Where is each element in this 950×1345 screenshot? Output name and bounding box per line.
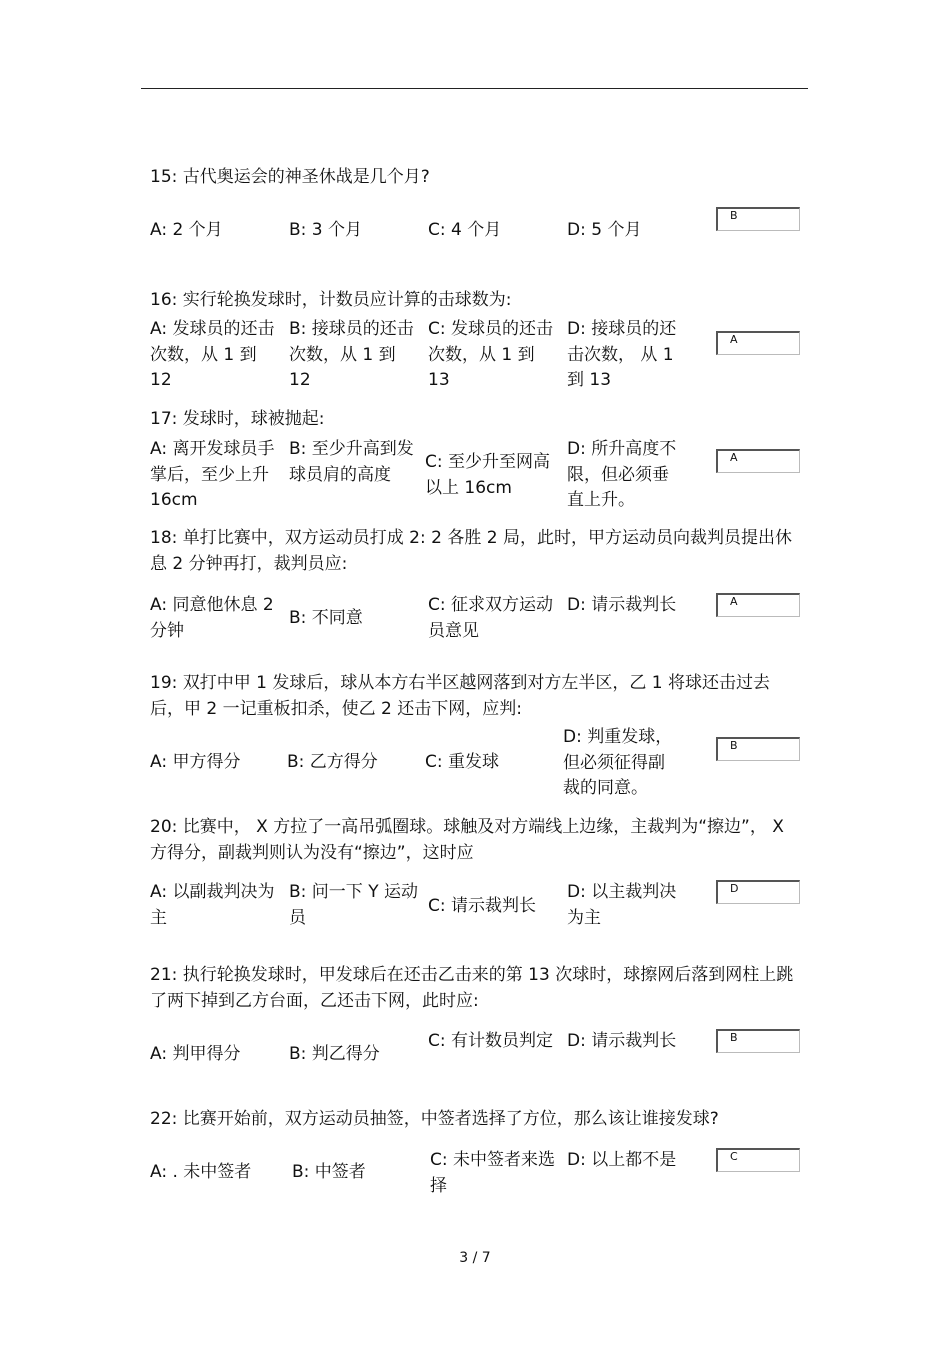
q20-option-a: A: 以副裁判决为主 [150,882,275,928]
q22-answer-field[interactable] [716,1148,800,1172]
q18-option-a: A: 同意他休息 2 分钟 [150,595,274,641]
q22-answer-value: C [730,1150,738,1163]
q18-answer-field[interactable] [716,593,800,617]
q18-answer-value: A [730,595,738,608]
q16-option-a: A: 发球员的还击次数，从 1 到 12 [150,319,275,390]
q15-answer-field[interactable] [716,207,800,231]
q21-option-c: C: 有计数员判定 [428,1031,554,1051]
q21-option-d: D: 请示裁判长 [567,1031,677,1051]
question-19-text: 19: 双打中甲 1 发球后，球从本方右半区越网落到对方左半区，乙 1 将球还击过去后，甲 2 一记重板扣杀，使乙 2 还击下网，应判: [150,673,771,719]
q21-option-a: A: 判甲得分 [150,1044,241,1065]
question-21-text: 21: 执行轮换发球时，甲发球后在还击乙击来的第 13 次球时，球擦网后落到网柱上跳了两下掉到乙方台面，乙还击下网，此时应: [150,965,794,1011]
q19-option-d: D: 判重发球，但必须征得副裁的同意。 [563,727,673,798]
question-17-text: 17: 发球时，球被抛起: [150,409,325,429]
question-15-text: 15: 古代奥运会的神圣休战是几个月? [150,167,430,187]
header-rule [141,88,808,89]
question-16-text: 16: 实行轮换发球时，计数员应计算的击球数为: [150,290,512,310]
q22-option-b: B: 中签者 [292,1162,366,1183]
q20-option-c: C: 请示裁判长 [428,896,537,917]
q19-answer-value: B [730,739,738,752]
q21-option-b: B: 判乙得分 [289,1044,380,1065]
q17-answer-value: A [730,451,738,464]
question-22-text: 22: 比赛开始前，双方运动员抽签，中签者选择了方位，那么该让谁接发球? [150,1109,719,1129]
q20-option-b: B: 问一下 Y 运动员 [289,882,418,928]
q17-answer-field[interactable] [716,449,800,473]
q15-option-d: D: 5 个月 [567,220,642,241]
q16-answer-value: A [730,333,738,346]
q16-option-c: C: 发球员的还击次数，从 1 到 13 [428,319,554,390]
q20-answer-field[interactable] [716,880,800,904]
q16-option-b: B: 接球员的还击次数，从 1 到 12 [289,319,414,390]
q17-option-c: C: 至少升至网高以上 16cm [425,452,551,498]
q21-answer-value: B [730,1031,738,1044]
q18-option-c: C: 征求双方运动员意见 [428,595,554,641]
q15-option-a: A: 2 个月 [150,220,223,241]
q17-option-d: D: 所升高度不限，但必须垂直上升。 [567,439,677,510]
q15-option-b: B: 3 个月 [289,220,363,241]
q15-answer-value: B [730,209,738,222]
question-18-text: 18: 单打比赛中，双方运动员打成 2: 2 各胜 2 局，此时，甲方运动员向裁判员提出休息 2 分钟再打，裁判员应: [150,528,792,574]
q22-option-a: A: . 未中签者 [150,1162,252,1183]
question-20-text: 20: 比赛中， X 方拉了一高吊弧圈球。球触及对方端线上边缘，主裁判为“擦边”， X 方得分，副裁判则认为没有“擦边”，这时应 [150,817,784,863]
q18-option-b: B: 不同意 [289,608,363,628]
q15-option-c: C: 4 个月 [428,220,502,241]
q19-answer-field[interactable] [716,737,800,761]
q19-option-a: A: 甲方得分 [150,752,241,773]
q16-answer-field[interactable] [716,331,800,355]
q21-answer-field[interactable] [716,1029,800,1053]
q17-option-b: B: 至少升高到发球员肩的高度 [289,439,414,485]
q20-answer-value: D [730,882,739,895]
q19-option-c: C: 重发球 [425,752,500,773]
q17-option-a: A: 离开发球员手掌后，至少上升 16cm [150,439,275,510]
q22-option-c: C: 未中签者来选择 [430,1150,556,1196]
page-number: 3 / 7 [459,1250,491,1266]
q20-option-d: D: 以主裁判决为主 [567,882,677,928]
q16-option-d: D: 接球员的还击次数， 从 1 到 13 [567,319,677,390]
q22-option-d: D: 以上都不是 [567,1150,677,1170]
q19-option-b: B: 乙方得分 [287,752,378,773]
q18-option-d: D: 请示裁判长 [567,595,677,615]
